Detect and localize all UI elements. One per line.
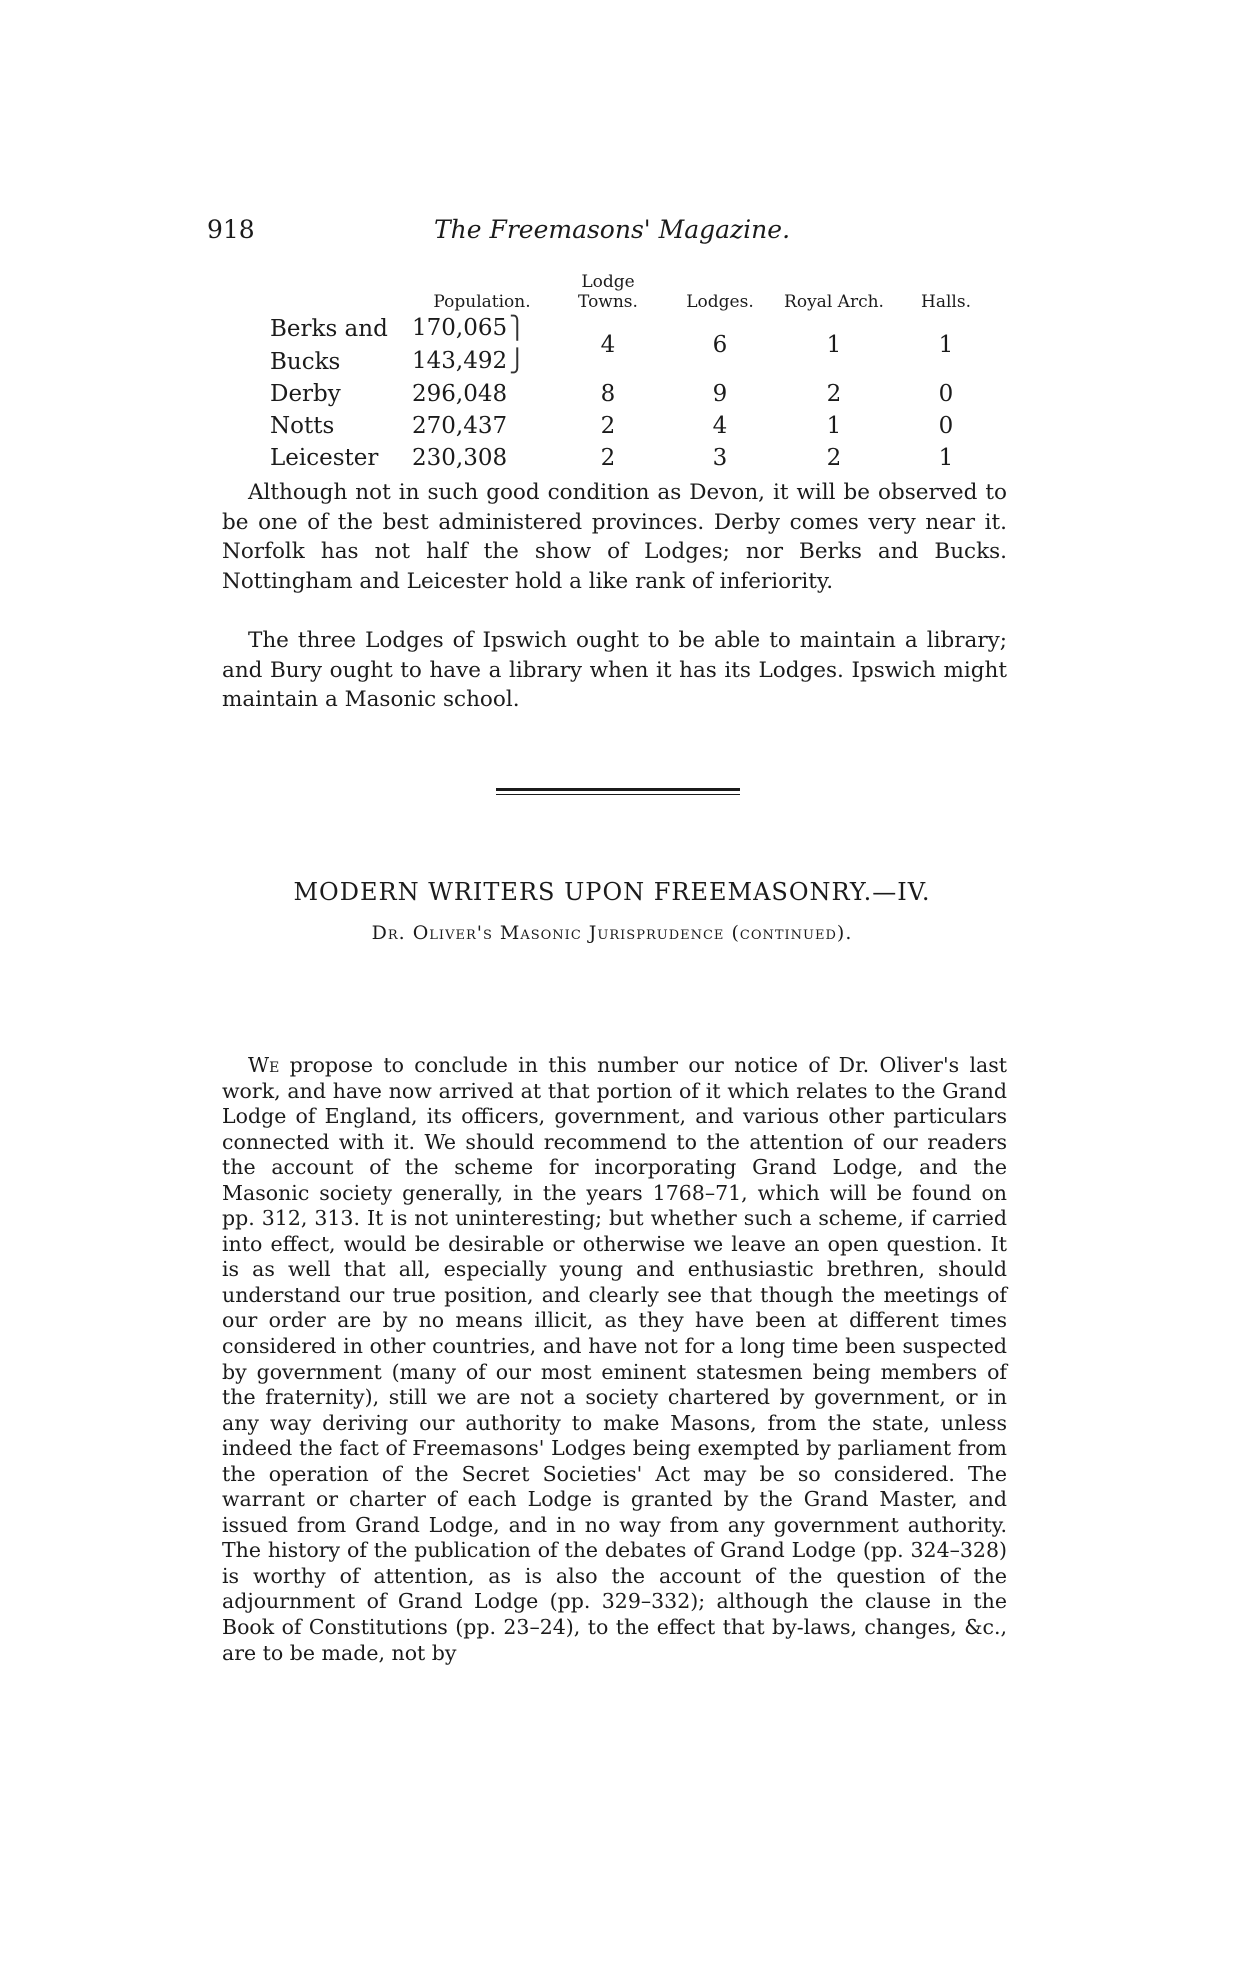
table-header-row [270, 272, 1000, 312]
royal-arch-cell: 2 [826, 381, 842, 407]
opening-word: We [248, 1053, 280, 1077]
county-cell: Notts [270, 413, 335, 439]
ipswich-paragraph: The three Lodges of Ipswich ought to be able to maintain a library; and Bury ought to have a library when it has its Lodges. Ipswich might maintain a Masonic school. [222, 628, 1007, 713]
royal-arch-cell: 1 [826, 332, 842, 358]
halls-cell: 0 [938, 381, 954, 407]
halls-cell: 0 [938, 413, 954, 439]
divider-thick-rule [496, 788, 740, 791]
royal-arch-cell: 1 [826, 413, 842, 439]
section-divider [496, 788, 740, 795]
table-row [270, 442, 1000, 474]
column-header-halls: Halls. [921, 292, 971, 312]
table-row [270, 410, 1000, 442]
lodges-cell: 9 [712, 381, 728, 407]
divider-thin-rule [496, 794, 740, 795]
lodge-towns-cell: 8 [600, 381, 616, 407]
article-title: MODERN WRITERS UPON FREEMASONRY.—IV. [293, 878, 931, 906]
population-cell [412, 345, 552, 378]
column-header-lodges: Lodges. [686, 292, 754, 312]
population-cell: 270,437 [412, 413, 508, 439]
royal-arch-cell: 2 [826, 445, 842, 471]
column-header-lodge-towns: Lodge Towns. [578, 272, 638, 312]
lodges-cell: 6 [712, 332, 728, 358]
halls-cell: 1 [938, 332, 954, 358]
article-body-paragraph [222, 1053, 1007, 1666]
article-body-text: propose to conclude in this number our notice of Dr. Oliver's last work, and have now arrived at that portion of it which relates to the Grand Lodge of England, its officers, government, and various other particulars connected with it. We should recommend to the attention of our readers the account of the scheme for incorporating Grand Lodge, and the Masonic society generally, in the years 1768–71, which will be found on pp. 312, 313. It is not uninteresting; but whether such a scheme, if carried into effect, would be desirable or otherwise we leave an open question. It is as well that all, especially young and enthusiastic brethren, should understand our true position, and clearly see that though the meetings of our order are by no means illicit, as they have been at different times considered in other countries, and have not for a long time been suspected by government (many of our most eminent statesmen being members of the fraternity), still we are not a society chartered by government, or in any way deriving our authority to make Masons, from the state, unless indeed the fact of Freemasons' Lodges being exempted by parliament from the operation of the Secret Societies' Act may be so considered. The warrant or charter of each Lodge is granted by the Grand Master, and issued from Grand Lodge, and in no way from any government authority. The history of the publication of the debates of Grand Lodge (pp. 324–328) is worthy of attention, as is also the account of the question of the adjournment of Grand Lodge (pp. 329–332); although the clause in the Book of Constitutions (pp. 23–24), to the effect that by-laws, changes, &c., are to be made, not by [222, 1053, 1007, 1665]
article-subtitle: Dr. Oliver's Masonic Jurisprudence (continued). [371, 922, 853, 944]
county-cell: Derby [270, 381, 341, 407]
lodge-towns-cell: 2 [600, 413, 616, 439]
page-number: 918 [207, 215, 255, 244]
table-row [270, 378, 1000, 410]
province-comparison-paragraph: Although not in such good condition as Devon, it will be observed to be one of the best administered provinces. Derby comes very near it. Norfolk has not half the show of Lodges; nor Berks and Bucks. Nottingham and Leicester hold a like rank of inferiority. [222, 480, 1007, 594]
brace-bottom-glyph: ⎭ [509, 349, 526, 374]
column-header-population: Population. [433, 292, 531, 312]
lodges-cell: 4 [712, 413, 728, 439]
province-statistics-table [270, 272, 1000, 474]
table-row [270, 312, 1000, 345]
running-header [207, 212, 1017, 248]
population-value: 170,065 [412, 315, 508, 341]
lodge-towns-cell: 2 [600, 445, 616, 471]
population-cell: 296,048 [412, 381, 508, 407]
brace-top-glyph: ⎫ [509, 316, 526, 341]
population-cell: 230,308 [412, 445, 508, 471]
journal-title: The Freemasons' Magazine. [433, 215, 791, 244]
column-header-royal-arch: Royal Arch. [784, 292, 884, 312]
county-cell: Leicester [270, 445, 379, 471]
lodge-towns-cell: 4 [600, 332, 616, 358]
lodges-cell: 3 [712, 445, 728, 471]
county-column-header [270, 272, 412, 312]
county-cell: Bucks [270, 348, 341, 375]
halls-cell: 1 [938, 445, 954, 471]
population-value: 143,492 [412, 348, 508, 374]
county-cell: Berks and [270, 315, 388, 342]
population-cell [412, 312, 552, 345]
